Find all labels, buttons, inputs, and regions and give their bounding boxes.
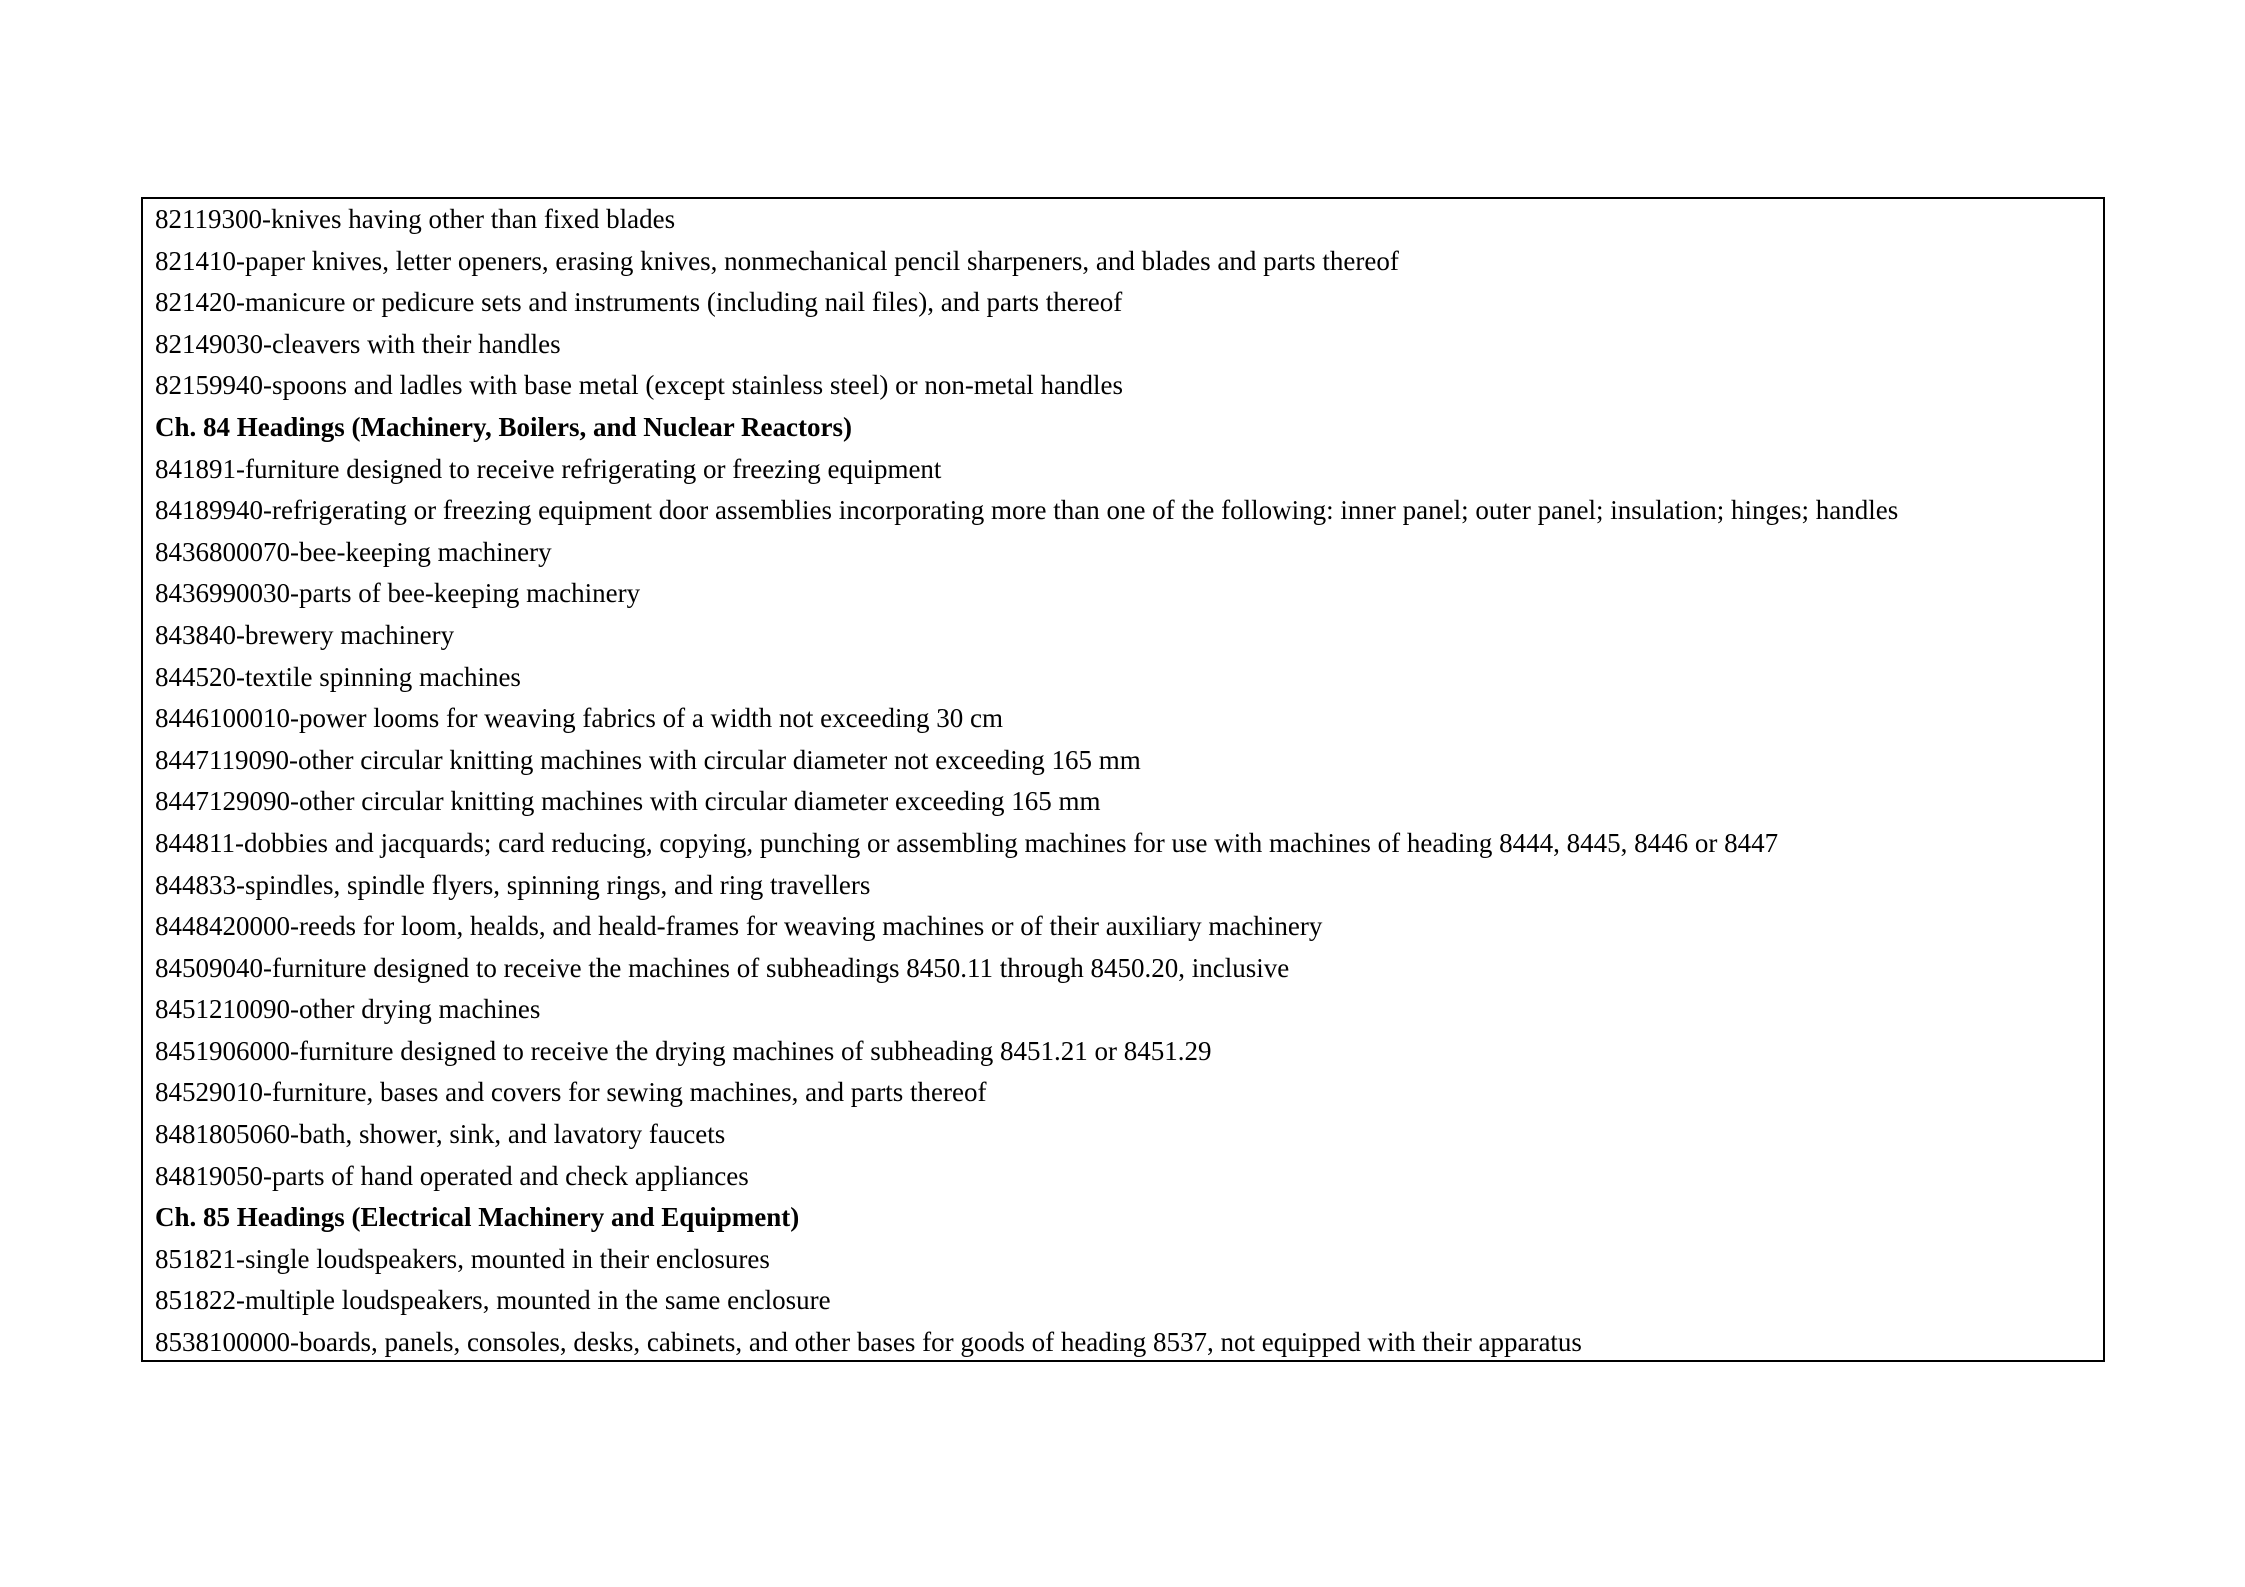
code-line: 8538100000-boards, panels, consoles, desks, cabinets, and other bases for goods of heading 8537, not equipped with their apparatus (155, 1327, 1582, 1358)
code-line: 8451210090-other drying machines (155, 994, 541, 1025)
code-line: 8451906000-furniture designed to receive the drying machines of subheading 8451.21 or 8451.29 (155, 1035, 1212, 1066)
code-line: 844833-spindles, spindle flyers, spinning rings, and ring travellers (155, 869, 871, 900)
code-line: 8446100010-power looms for weaving fabrics of a width not exceeding 30 cm (155, 703, 1004, 734)
code-line: 821420-manicure or pedicure sets and instruments (including nail files), and parts thereof (155, 287, 1123, 318)
code-line: 82159940-spoons and ladles with base metal (except stainless steel) or non-metal handles (155, 370, 1124, 401)
code-line: 8448420000-reeds for loom, healds, and heald-frames for weaving machines or of their auxiliary machinery (155, 911, 1323, 942)
code-line: 84819050-parts of hand operated and check appliances (155, 1160, 749, 1191)
chapter-heading: Ch. 85 Headings (Electrical Machinery and Equipment) (155, 1202, 800, 1233)
chapter-heading: Ch. 84 Headings (Machinery, Boilers, and Nuclear Reactors) (155, 411, 852, 442)
code-list (155, 199, 2091, 1362)
code-line: 8436800070-bee-keeping machinery (155, 536, 552, 567)
code-line: 844520-textile spinning machines (155, 661, 521, 692)
code-line: 8447119090-other circular knitting machines with circular diameter not exceeding 165 mm (155, 744, 1141, 775)
code-line: 844811-dobbies and jacquards; card reducing, copying, punching or assembling machines for use with machines of heading 8444, 8445, 8446 or 8447 (155, 827, 1779, 858)
code-line: 851821-single loudspeakers, mounted in their enclosures (155, 1243, 770, 1274)
code-line: 841891-furniture designed to receive refrigerating or freezing equipment (155, 453, 942, 484)
code-line: 8447129090-other circular knitting machines with circular diameter exceeding 165 mm (155, 786, 1101, 817)
code-line: 8481805060-bath, shower, sink, and lavatory faucets (155, 1119, 726, 1150)
code-line: 851822-multiple loudspeakers, mounted in the same enclosure (155, 1285, 831, 1316)
code-line: 821410-paper knives, letter openers, erasing knives, nonmechanical pencil sharpeners, and blades and parts thereof (155, 245, 1399, 276)
code-line: 82149030-cleavers with their handles (155, 328, 561, 359)
code-line: 843840-brewery machinery (155, 619, 455, 650)
tariff-code-list-box (141, 197, 2105, 1362)
code-line: 84189940-refrigerating or freezing equipment door assemblies incorporating more than one of the following: inner panel; outer panel; insulation; hinges; handles (155, 495, 1899, 526)
code-line: 8436990030-parts of bee-keeping machinery (155, 578, 641, 609)
code-line: 82119300-knives having other than fixed blades (155, 204, 676, 234)
code-line: 84529010-furniture, bases and covers for sewing machines, and parts thereof (155, 1077, 987, 1108)
code-line: 84509040-furniture designed to receive the machines of subheadings 8450.11 through 8450.20, inclusive (155, 952, 1290, 983)
